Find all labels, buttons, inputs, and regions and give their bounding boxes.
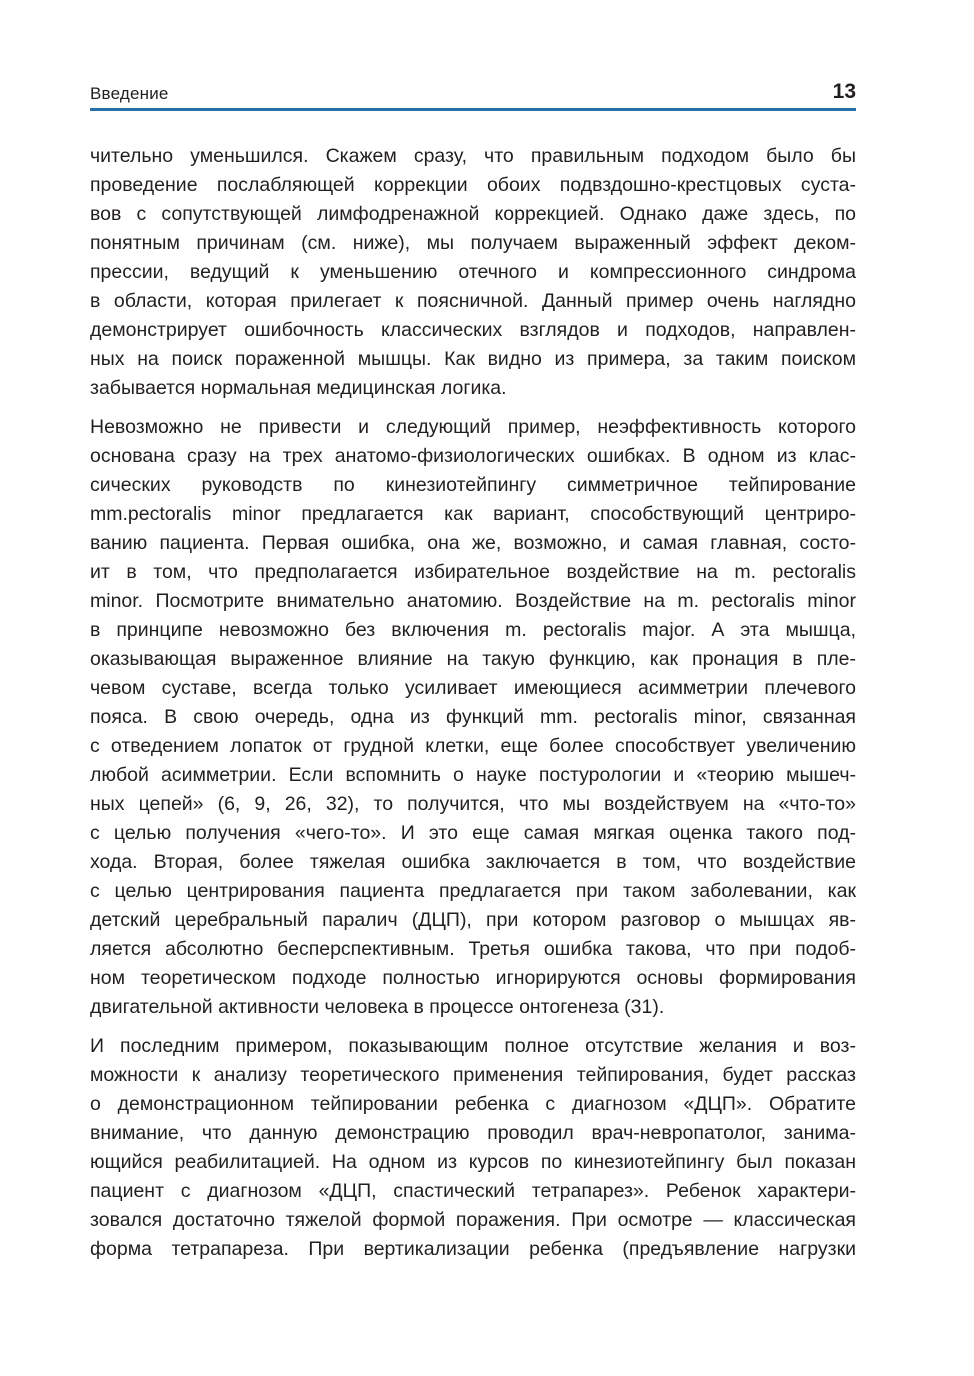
- text-line: пациент с диагнозом «ДЦП, спастический тетрапарез». Ребенок характери-: [90, 1180, 856, 1202]
- text-line: ном теоретическом подходе полностью игнорируются основы формирования: [90, 967, 856, 989]
- text-line: забывается нормальная медицинская логика.: [90, 377, 507, 399]
- text-line: ляется абсолютно бесперспективным. Третья ошибка такова, что при подоб-: [90, 938, 856, 960]
- text-line: двигательной активности человека в процессе онтогенеза (31).: [90, 996, 665, 1018]
- text-line: форма тетрапареза. При вертикализации ребенка (предъявление нагрузки: [90, 1238, 856, 1260]
- paragraph: [90, 1032, 856, 1264]
- text-line: чительно уменьшился. Скажем сразу, что правильным подходом было бы: [90, 145, 856, 167]
- text-line: пояса. В свою очередь, одна из функций mm. pectoralis minor, связанная: [90, 706, 856, 728]
- text-line: ит в том, что предполагается избирательное воздействие на m. pectoralis: [90, 561, 856, 583]
- text-line: хода. Вторая, более тяжелая ошибка заключается в том, что воздействие: [90, 851, 856, 873]
- text-line: вов с сопутствующей лимфодренажной коррекцией. Однако даже здесь, по: [90, 203, 856, 225]
- text-line: любой асимметрии. Если вспомнить о науке постурологии и «теорию мышеч-: [90, 764, 856, 786]
- text-line: ных на поиск пораженной мышцы. Как видно из примера, за таким поиском: [90, 348, 856, 370]
- text-line: ванию пациента. Первая ошибка, она же, возможно, и самая главная, состо-: [90, 532, 856, 554]
- text-line: демонстрирует ошибочность классических взглядов и подходов, направлен-: [90, 319, 856, 341]
- text-line: ных цепей» (6, 9, 26, 32), то получится, что мы воздействуем на «что-то»: [90, 793, 856, 815]
- text-line: с целью центрирования пациента предлагается при таком заболевании, как: [90, 880, 856, 902]
- text-line: чевом суставе, всегда только усиливает имеющиеся асимметрии плечевого: [90, 677, 856, 699]
- section-title: Введение: [90, 84, 169, 103]
- text-line: детский церебральный паралич (ДЦП), при котором разговор о мышцах яв-: [90, 909, 856, 931]
- text-line: mm.pectoralis minor предлагается как вариант, способствующий центриро-: [90, 503, 856, 525]
- paragraph: [90, 413, 856, 1022]
- text-line: в области, которая прилегает к поясничной. Данный пример очень наглядно: [90, 290, 856, 312]
- header-rule: [90, 108, 856, 111]
- text-line: основана сразу на трех анатомо-физиологических ошибках. В одном из клас-: [90, 445, 856, 467]
- text-line: можности к анализу теоретического применения тейпирования, будет рассказ: [90, 1064, 856, 1086]
- text-line: прессии, ведущий к уменьшению отечного и компрессионного синдрома: [90, 261, 856, 283]
- text-line: minor. Посмотрите внимательно анатомию. Воздействие на m. pectoralis minor: [90, 590, 856, 612]
- page-number: 13: [832, 80, 856, 103]
- paragraph: [90, 142, 856, 403]
- text-line: с отведением лопаток от грудной клетки, еще более способствует увеличению: [90, 735, 856, 757]
- text-line: понятным причинам (см. ниже), мы получаем выраженный эффект деком-: [90, 232, 856, 254]
- text-line: с целью получения «чего-то». И это еще самая мягкая оценка такого под-: [90, 822, 856, 844]
- text-line: сических руководств по кинезиотейпингу симметричное тейпирование: [90, 474, 856, 496]
- text-line: внимание, что данную демонстрацию проводил врач-невропатолог, занима-: [90, 1122, 856, 1144]
- text-line: ющийся реабилитацией. На одном из курсов по кинезиотейпингу был показан: [90, 1151, 856, 1173]
- text-line: в принципе невозможно без включения m. pectoralis major. А эта мышца,: [90, 619, 856, 641]
- text-line: оказывающая выраженное влияние на такую функцию, как пронация в пле-: [90, 648, 856, 670]
- text-line: Невозможно не привести и следующий пример, неэффективность которого: [90, 416, 856, 438]
- text-line: о демонстрационном тейпировании ребенка с диагнозом «ДЦП». Обратите: [90, 1093, 856, 1115]
- running-header: [90, 78, 856, 108]
- text-line: проведение послабляющей коррекции обоих подвздошно-крестцовых суста-: [90, 174, 856, 196]
- body-text: [90, 142, 856, 1274]
- text-line: И последним примером, показывающим полное отсутствие желания и воз-: [90, 1035, 856, 1057]
- text-line: зовался достаточно тяжелой формой поражения. При осмотре — классическая: [90, 1209, 856, 1231]
